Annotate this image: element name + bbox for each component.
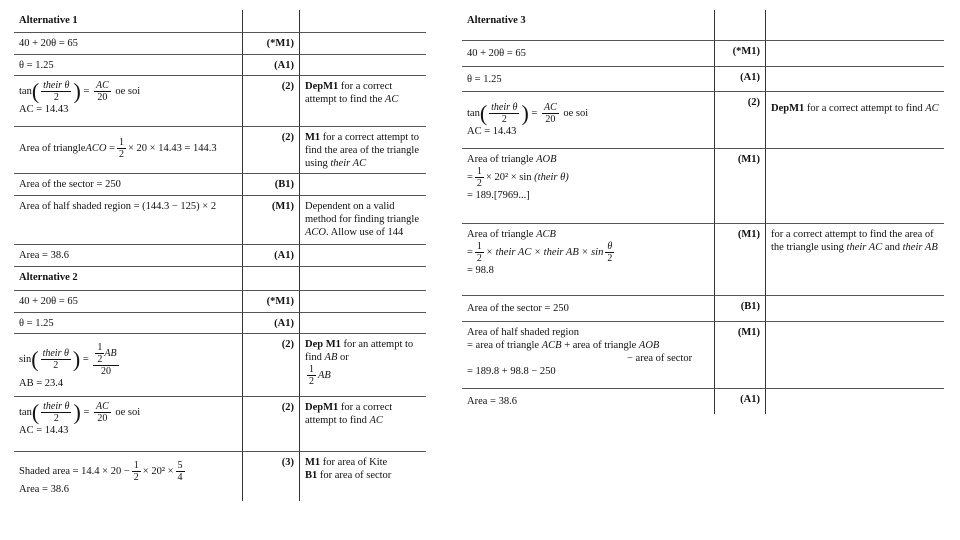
alt2-row-1 [14, 290, 426, 312]
comment: Dep M1 for an attempt to find AB or $\frac{1}{2}$ AB [305, 339, 414, 387]
alt3-row-4 [462, 148, 944, 223]
mark: (A1) [243, 245, 300, 266]
working: 40 + 20θ = 65 [14, 291, 243, 312]
mark: (*M1) [243, 291, 300, 312]
mark: (A1) [715, 389, 766, 414]
working: Area = 38.6 [14, 245, 243, 266]
alt2-row-4 [14, 396, 426, 451]
alt2-title: Alternative 2 [14, 267, 243, 290]
working: 40 + 20θ = 65 [462, 41, 715, 66]
alt3-row-5 [462, 223, 944, 295]
working: Area of half shaded region = area of triangle ACB + area of triangle AOB − area of sector = 189.8 + 98.8 − 250 [462, 322, 715, 388]
mark: (B1) [243, 174, 300, 195]
mark: (B1) [715, 296, 766, 321]
working: tan( $\frac{\text{their θ}}{2}$ ) = $\frac{AC}{20}$ oe soi AC = 14.43 [462, 92, 715, 148]
alt1-header-row [14, 10, 426, 32]
working: Area of the sector = 250 [462, 296, 715, 321]
working: Area = 38.6 [462, 389, 715, 414]
alt3-row-2 [462, 66, 944, 91]
alt1-row-2 [14, 54, 426, 75]
working: tan( $\frac{\text{their θ}}{2}$ ) = $\frac{AC}{20}$ oe soi AC = 14.43 [14, 397, 243, 451]
mark: (A1) [243, 55, 300, 75]
mark: (2) [243, 334, 300, 396]
alt1-row-1 [14, 32, 426, 54]
alt1-row-6 [14, 195, 426, 244]
comment: M1 for a correct attempt to find the area of the triangle using their AC [305, 132, 419, 169]
working: Area of triangle ACB = $\frac{1}{2}$ × their AC × their AB × sin $\frac{\theta}{2}$ = 98.8 [462, 224, 715, 295]
mark: (M1) [715, 322, 766, 388]
working: Area of triangle ACO = $\frac{1}{2}$ × 20 × 14.43 = 144.3 [14, 127, 243, 173]
comment: DepM1 for a correct attempt to find AC [305, 402, 393, 426]
comment: for a correct attempt to find the area of the triangle using their AC and their AB [771, 229, 938, 253]
comment: Dependent on a valid method for finding triangle ACO. Allow use of 144 [305, 201, 420, 238]
mark: (M1) [715, 224, 766, 295]
mark: (2) [243, 127, 300, 173]
alt3-row-1 [462, 40, 944, 66]
mark: (M1) [243, 196, 300, 244]
alt1-title: Alternative 1 [14, 10, 243, 32]
alt3-row-8 [462, 388, 944, 414]
working: Area of half shaded region = (144.3 − 125) × 2 [14, 196, 243, 244]
comment: M1 for area of Kite B1 for area of sector [305, 457, 392, 481]
mark: (3) [243, 452, 300, 501]
working: θ = 1.25 [462, 67, 715, 91]
alt3-row-7 [462, 321, 944, 388]
alt3-row-6 [462, 295, 944, 321]
working: Area of the sector = 250 [14, 174, 243, 195]
mark: (*M1) [715, 41, 766, 66]
working: Area of triangle AOB = $\frac{1}{2}$ × 20² × sin (their θ) = 189.[7969...] [462, 149, 715, 223]
alt3-header-row [462, 10, 944, 40]
working: θ = 1.25 [14, 55, 243, 75]
alt2-header-row [14, 266, 426, 290]
comment: DepM1 for a correct attempt to find the AC [305, 81, 399, 105]
alt2-row-3 [14, 333, 426, 396]
mark: (2) [715, 92, 766, 148]
working: θ = 1.25 [14, 313, 243, 333]
alt2-row-5 [14, 451, 426, 501]
working: sin( $\frac{\text{their θ}}{2}$ ) = $\frac{1}{2}$ AB 20 AB = 23.4 [14, 334, 243, 396]
alternative-3-table [462, 10, 944, 414]
mark: (2) [243, 397, 300, 451]
working: tan( $\frac{\text{their θ}}{2}$ ) = $\frac{AC}{20}$ oe soi AC = 14.43 [14, 76, 243, 126]
working: Shaded area = 14.4 × 20 − $\frac{1}{2}$ × 20² × $\frac{5}{4}$ Area = 38.6 [14, 452, 243, 501]
alt3-title: Alternative 3 [462, 10, 715, 40]
alt1-row-3 [14, 75, 426, 126]
alt1-row-4 [14, 126, 426, 173]
alt2-row-2 [14, 312, 426, 333]
alternative-1-2-table [14, 10, 426, 501]
mark: (M1) [715, 149, 766, 223]
mark: (2) [243, 76, 300, 126]
alt1-row-7 [14, 244, 426, 266]
working: 40 + 20θ = 65 [14, 33, 243, 54]
mark: (A1) [243, 313, 300, 333]
alt3-row-3 [462, 91, 944, 148]
mark: (*M1) [243, 33, 300, 54]
comment: DepM1 for a correct attempt to find AC [771, 103, 939, 114]
mark: (A1) [715, 67, 766, 91]
alt1-row-5 [14, 173, 426, 195]
